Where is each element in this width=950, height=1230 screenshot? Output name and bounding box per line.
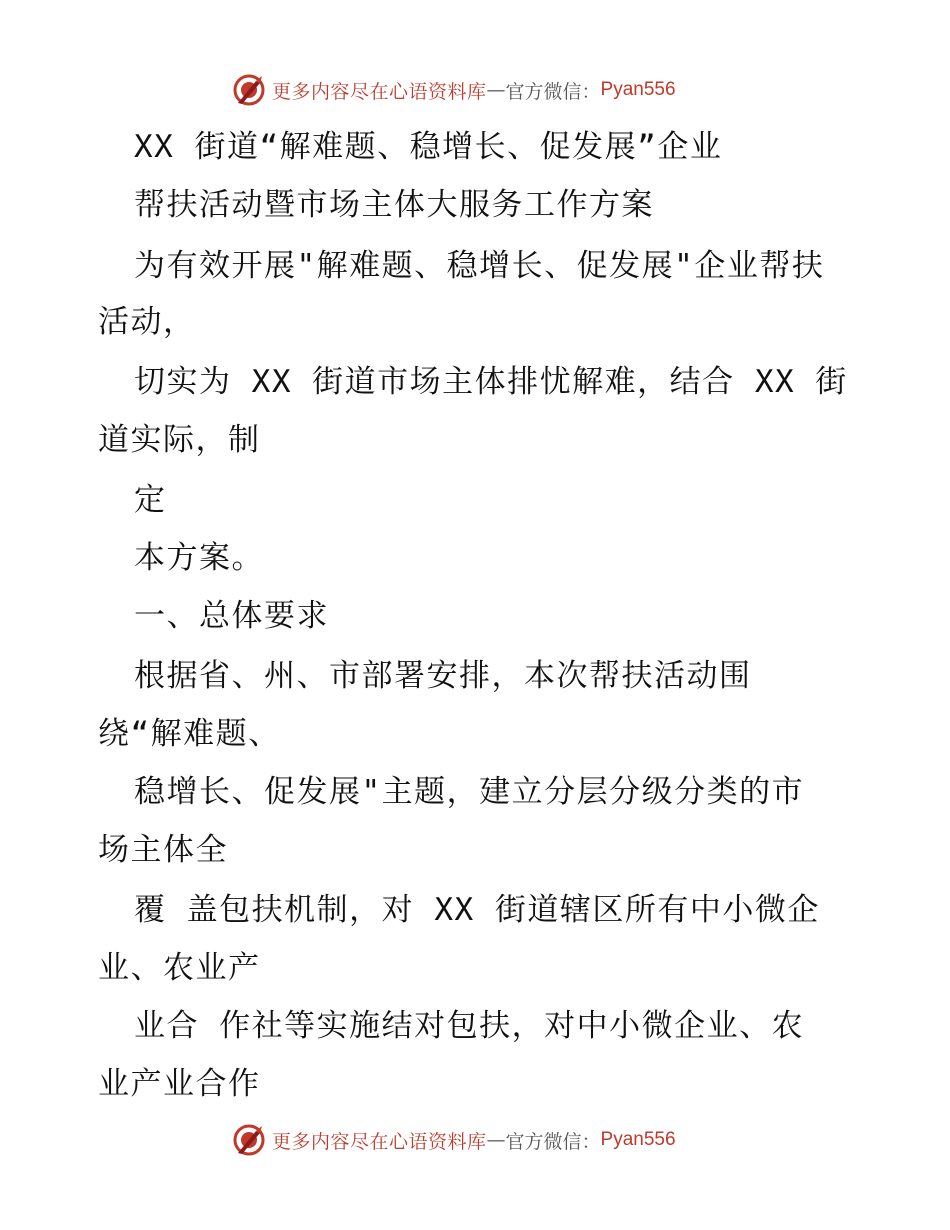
watermark-dash: — (486, 1129, 506, 1151)
doc-title-line-1: XX 街道“解难题、稳增长、促发展”企业 (134, 129, 723, 165)
doc-line: 根据省、州、市部署安排，本次帮扶活动围 (134, 658, 752, 694)
doc-line: 覆 盖包扶机制，对 XX 街道辖区所有中小微企 (134, 892, 820, 928)
doc-line: 业合 作社等实施结对包扶，对中小微企业、农 (134, 1008, 805, 1044)
doc-line: 业、农业产 (98, 950, 261, 986)
header-watermark (232, 72, 676, 108)
quill-pen-logo-icon (232, 1123, 266, 1157)
doc-line: 稳增长、促发展"主题，建立分层分级分类的市 (134, 774, 805, 810)
doc-line: 业产业合作 (98, 1066, 261, 1102)
doc-title-line-2: 帮扶活动暨市场主体大服务工作方案 (134, 187, 654, 223)
watermark-wechat-label: 官方微信： (505, 80, 601, 103)
doc-line: 为有效开展"解难题、稳增长、促发展"企业帮扶 (134, 248, 825, 284)
watermark-site-text: 更多内容尽在心语资料库 (272, 1130, 487, 1153)
footer-watermark (232, 1122, 676, 1158)
doc-line: 定 (134, 482, 167, 518)
doc-line: 本方案。 (134, 540, 264, 576)
section-heading: 一、总体要求 (134, 598, 329, 634)
watermark-wechat-label: 官方微信： (505, 1130, 601, 1153)
doc-line: 活动， (98, 304, 196, 340)
doc-line: 道实际，制 (98, 422, 261, 458)
doc-line: 切实为 XX 街道市场主体排忧解难，结合 XX 街 (134, 364, 848, 400)
watermark-wechat-id: Pyan556 (600, 79, 676, 100)
watermark-dash: — (486, 79, 506, 101)
doc-line: 绕“解难题、 (98, 716, 281, 752)
watermark-site-text: 更多内容尽在心语资料库 (272, 80, 487, 103)
quill-pen-logo-icon (232, 73, 266, 107)
doc-line: 场主体全 (98, 832, 228, 868)
watermark-wechat-id: Pyan556 (600, 1129, 676, 1150)
